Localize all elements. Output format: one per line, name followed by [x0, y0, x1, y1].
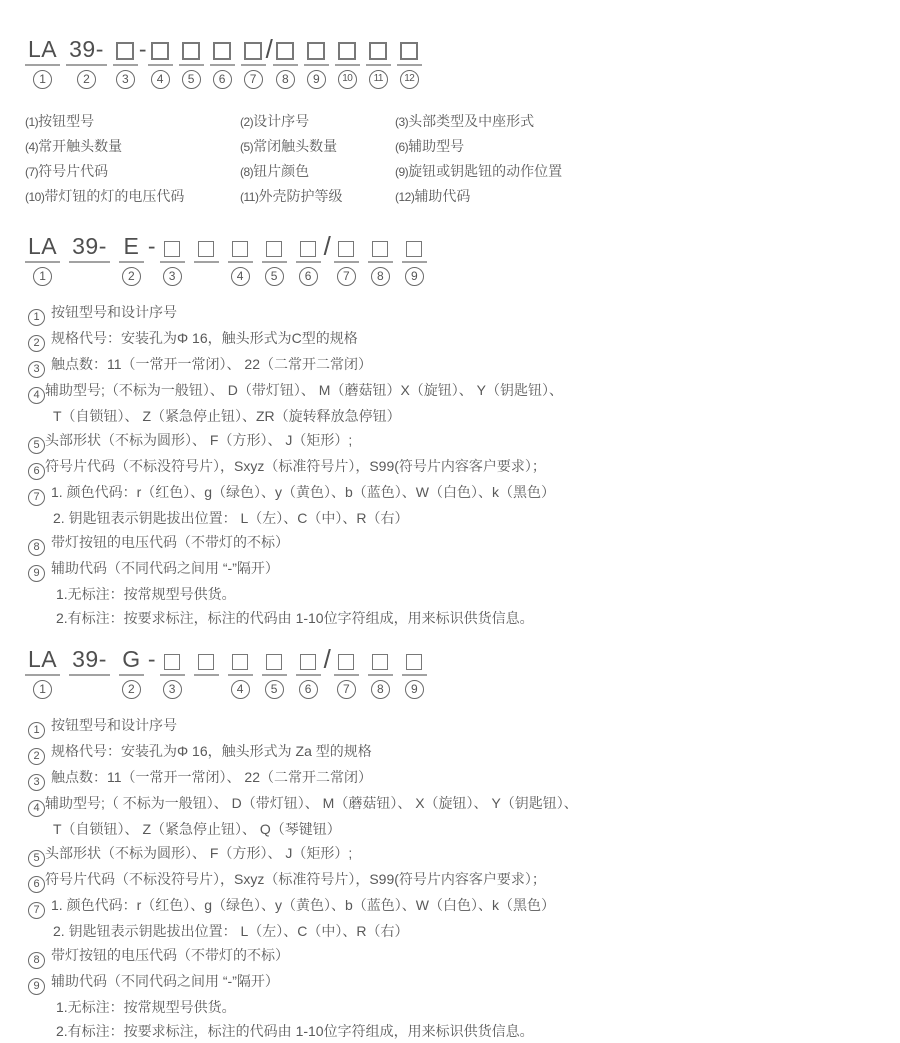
code-box-slot [300, 233, 316, 259]
code-text: G [122, 646, 141, 672]
code-unit [265, 646, 284, 699]
code-box [232, 241, 248, 257]
code-text: LA [28, 36, 58, 62]
spec-line [28, 428, 884, 454]
code-box-slot [338, 36, 356, 62]
circled-number: 2 [28, 335, 45, 352]
code-unit [213, 36, 232, 89]
code-underline [69, 261, 110, 263]
code-box-slot [372, 233, 388, 259]
circled-number: 9 [307, 70, 326, 89]
circled-number: 9 [405, 680, 424, 699]
code-underline [241, 64, 266, 66]
code-unit [72, 646, 107, 699]
spec-line [28, 919, 884, 943]
circled-number: 4 [231, 267, 250, 286]
legend-label: 设计序号 [253, 113, 310, 129]
spec-line-text: 1.无标注：按常规型号供货。 [56, 586, 236, 602]
code-underline [179, 64, 204, 66]
circled-number: 1 [28, 722, 45, 739]
code-unit [28, 646, 57, 699]
legend-number: (12) [395, 190, 415, 204]
legend-grid [25, 109, 884, 209]
code-text-slot [72, 646, 107, 672]
code-separator: - [147, 646, 156, 672]
circled-number: 3 [28, 361, 45, 378]
circled-number: 7 [337, 267, 356, 286]
code-underline [119, 674, 144, 676]
code-underline [194, 261, 219, 263]
code-box [400, 42, 418, 60]
spec-line-text: 2. 钥匙钮表示钥匙拔出位置： L（左）、C（中）、R（右） [53, 510, 409, 526]
legend-number: (1) [25, 115, 39, 129]
circled-number: 5 [265, 267, 284, 286]
code-box [116, 42, 134, 60]
code-box [182, 42, 200, 60]
spec-line-text: 2.有标注：按要求标注，标注的代码由 1-10位字符组成，用来标识供货信息。 [56, 610, 534, 626]
code-text: LA [28, 233, 58, 259]
code-underline [368, 674, 393, 676]
code-box [369, 42, 387, 60]
circled-number: 1 [33, 267, 52, 286]
code-box [406, 241, 422, 257]
code-text-slot [122, 646, 140, 672]
spec-line [28, 582, 884, 606]
circled-number: 2 [122, 267, 141, 286]
circled-number: 3 [116, 70, 135, 89]
spec-line-text: 符号片代码（不标没符号片），Sxyz（标准符号片），S99(符号片内容客户要求）； [45, 871, 546, 887]
spec-line-text: 1. 颜色代码：r（红色）、g（绿色）、y（黄色）、b（蓝色）、W（白色）、k（黑色） [51, 484, 556, 500]
circled-number: 8 [276, 70, 295, 89]
code-unit [338, 36, 357, 89]
spec-line-text: 辅助代码（不同代码之间用 “-”隔开） [51, 973, 279, 989]
code-unit [28, 233, 57, 286]
spec-line [28, 530, 884, 556]
legend-label: 带灯钮的灯的电压代码 [44, 188, 185, 204]
spec-line-text: 辅助代码（不同代码之间用 “-”隔开） [51, 560, 279, 576]
spec-line-text: 规格代号：安装孔为Φ 16，触头形式为C型的规格 [51, 330, 358, 346]
code-unit [197, 646, 216, 699]
legend-number: (7) [25, 165, 39, 179]
code-box [164, 241, 180, 257]
code-box [266, 241, 282, 257]
legend-number: (2) [240, 115, 254, 129]
code-text: 39- [69, 36, 104, 62]
code-box-slot [406, 233, 422, 259]
code-box-slot [400, 36, 418, 62]
legend-label: 钮片颜色 [253, 163, 310, 179]
code-box [372, 241, 388, 257]
spec-line [28, 480, 884, 506]
code-unit [400, 36, 419, 89]
model-code-section-G [28, 646, 884, 1043]
code-unit [116, 36, 135, 89]
spec-line [28, 378, 884, 404]
circled-number: 1 [33, 680, 52, 699]
code-unit [151, 36, 170, 89]
code-box-slot [338, 233, 354, 259]
code-box [213, 42, 231, 60]
code-unit [122, 233, 141, 286]
code-text: 39- [72, 233, 107, 259]
code-unit [371, 646, 390, 699]
code-unit [369, 36, 388, 89]
legend-item [25, 184, 240, 209]
code-box-slot [232, 646, 248, 672]
code-box [338, 241, 354, 257]
model-code-section-full [25, 34, 884, 209]
code-box [232, 654, 248, 670]
code-underline [113, 64, 138, 66]
circled-number: 4 [28, 387, 45, 404]
spec-line-text: 带灯按钮的电压代码（不带灯的不标） [51, 534, 289, 550]
code-box-slot [300, 646, 316, 672]
spec-line [28, 404, 884, 428]
code-box [198, 654, 214, 670]
circled-number: 11 [369, 70, 388, 89]
code-unit [299, 233, 318, 286]
legend-label: 旋钮或钥匙钮的动作位置 [408, 163, 563, 179]
code-box [338, 654, 354, 670]
spec-line [28, 454, 884, 480]
circled-number: 7 [337, 680, 356, 699]
spec-line-text: 2.有标注：按要求标注，标注的代码由 1-10位字符组成，用来标识供货信息。 [56, 1023, 534, 1039]
code-underline [66, 64, 107, 66]
circled-number: 6 [299, 680, 318, 699]
legend-item [240, 109, 395, 134]
spec-line [28, 606, 884, 630]
circled-number: 5 [265, 680, 284, 699]
legend-label: 常开触头数量 [38, 138, 123, 154]
code-unit [163, 646, 182, 699]
code-text: E [123, 233, 140, 259]
code-separator: / [323, 231, 331, 261]
code-box [300, 241, 316, 257]
circled-number: 6 [213, 70, 232, 89]
circled-number: 5 [182, 70, 201, 89]
spec-line-text: 头部形状（不标为圆形）、 F（方形）、 J（矩形）; [45, 845, 353, 861]
code-underline [228, 261, 253, 263]
code-underline [25, 261, 60, 263]
code-underline [25, 674, 60, 676]
circled-number: 7 [28, 489, 45, 506]
spec-line-text: 辅助型号;（不标为一般钮）、 D（带灯钮）、 M（蘑菇钮）X（旋钮）、 Y（钥匙钮）、 [45, 382, 564, 398]
spec-line-text: 头部形状（不标为圆形）、 F（方形）、 J（矩形）; [45, 432, 353, 448]
spec-line [28, 556, 884, 582]
legend-item [240, 159, 395, 184]
code-text-slot [28, 233, 57, 259]
code-box [266, 654, 282, 670]
code-unit [163, 233, 182, 286]
code-box-slot [182, 36, 200, 62]
code-box [372, 654, 388, 670]
code-underline [148, 64, 173, 66]
legend-item [25, 159, 240, 184]
legend-number: (10) [25, 190, 45, 204]
code-unit [265, 233, 284, 286]
circled-number: 4 [28, 800, 45, 817]
code-box [276, 42, 294, 60]
legend-number: (5) [240, 140, 254, 154]
code-underline [366, 64, 391, 66]
circled-number: 4 [151, 70, 170, 89]
code-box [164, 654, 180, 670]
code-box [300, 654, 316, 670]
code-underline [160, 674, 185, 676]
circled-number: 8 [371, 680, 390, 699]
code-underline [273, 64, 298, 66]
legend-label: 辅助代码 [414, 188, 471, 204]
model-code-row [28, 646, 884, 699]
code-box [338, 42, 356, 60]
circled-number: 9 [28, 978, 45, 995]
code-text-slot [69, 36, 104, 62]
code-underline [402, 261, 427, 263]
spec-line-text: 辅助型号;（ 不标为一般钮）、 D（带灯钮）、 M（蘑菇钮）、 X（旋钮）、 Y（钥匙钮）、 [45, 795, 578, 811]
code-underline [304, 64, 329, 66]
circled-number: 9 [405, 267, 424, 286]
spec-line-text: 触点数：11（一常开一常闭）、 22（二常开二常闭） [51, 356, 372, 372]
circled-number: 5 [28, 437, 45, 454]
code-box-slot [164, 233, 180, 259]
model-code-row [28, 233, 884, 286]
circled-number: 8 [28, 539, 45, 556]
code-underline [334, 674, 359, 676]
spec-line [28, 893, 884, 919]
circled-number: 6 [28, 876, 45, 893]
code-box [307, 42, 325, 60]
spec-line [28, 841, 884, 867]
legend-label: 符号片代码 [38, 163, 109, 179]
code-text-slot [72, 233, 107, 259]
legend-item [25, 109, 240, 134]
circled-number: 2 [122, 680, 141, 699]
spec-line [28, 943, 884, 969]
code-text: LA [28, 646, 58, 672]
code-box [406, 654, 422, 670]
circled-number: 4 [231, 680, 250, 699]
code-separator: - [138, 36, 147, 62]
spec-line [28, 765, 884, 791]
code-underline [334, 261, 359, 263]
spec-line-text: 1.无标注：按常规型号供货。 [56, 999, 236, 1015]
code-unit [337, 646, 356, 699]
code-unit [182, 36, 201, 89]
legend-item [395, 159, 884, 184]
code-separator: / [265, 34, 273, 64]
legend-number: (8) [240, 165, 254, 179]
legend-number: (9) [395, 165, 409, 179]
code-underline [368, 261, 393, 263]
circled-number: 3 [163, 680, 182, 699]
code-unit [371, 233, 390, 286]
code-box-slot [369, 36, 387, 62]
code-separator: / [323, 644, 331, 674]
legend-number: (6) [395, 140, 409, 154]
code-unit [231, 646, 250, 699]
legend-item [395, 134, 884, 159]
spec-lines [28, 300, 884, 630]
spec-line-text: T（自锁钮）、 Z（紧急停止钮）、 Q（琴键钮） [53, 821, 341, 837]
legend-number: (4) [25, 140, 39, 154]
code-box-slot [338, 646, 354, 672]
spec-line [28, 867, 884, 893]
legend-item [240, 134, 395, 159]
spec-line [28, 326, 884, 352]
code-unit [307, 36, 326, 89]
spec-line [28, 1019, 884, 1043]
circled-number: 2 [28, 748, 45, 765]
circled-number: 10 [338, 70, 357, 89]
spec-line-text: 按钮型号和设计序号 [51, 304, 177, 320]
circled-number: 3 [28, 774, 45, 791]
spec-line-text: 按钮型号和设计序号 [51, 717, 177, 733]
code-box-slot [266, 646, 282, 672]
code-unit [405, 646, 424, 699]
spec-line [28, 713, 884, 739]
spec-line-text: 2. 钥匙钮表示钥匙拔出位置： L（左）、C（中）、R（右） [53, 923, 409, 939]
circled-number: 5 [28, 850, 45, 867]
circled-number: 1 [33, 70, 52, 89]
code-unit [122, 646, 141, 699]
code-box-slot [307, 36, 325, 62]
code-box-slot [266, 233, 282, 259]
code-text: 39- [72, 646, 107, 672]
legend-label: 外壳防护等级 [258, 188, 343, 204]
code-box-slot [372, 646, 388, 672]
code-box-slot [198, 646, 214, 672]
spec-lines [28, 713, 884, 1043]
code-text-slot [28, 36, 57, 62]
circled-number: 6 [299, 267, 318, 286]
code-box-slot [244, 36, 262, 62]
circled-number: 2 [77, 70, 96, 89]
circled-number: 12 [400, 70, 419, 89]
legend-number: (3) [395, 115, 409, 129]
code-unit [28, 36, 57, 89]
code-underline [210, 64, 235, 66]
code-text-slot [123, 233, 139, 259]
code-unit [231, 233, 250, 286]
code-underline [402, 674, 427, 676]
code-underline [25, 64, 60, 66]
code-underline [296, 674, 321, 676]
spec-line-text: 1. 颜色代码：r（红色）、g（绿色）、y（黄色）、b（蓝色）、W（白色）、k（黑色） [51, 897, 556, 913]
legend-label: 辅助型号 [408, 138, 465, 154]
code-box-slot [232, 233, 248, 259]
circled-number: 3 [163, 267, 182, 286]
code-unit [72, 233, 107, 286]
legend-item [240, 184, 395, 209]
spec-line [28, 352, 884, 378]
circled-number: 8 [371, 267, 390, 286]
spec-line-text: T（自锁钮）、 Z（紧急停止钮）、ZR（旋转释放急停钮） [53, 408, 401, 424]
code-box-slot [164, 646, 180, 672]
code-underline [160, 261, 185, 263]
code-unit [69, 36, 104, 89]
code-unit [405, 233, 424, 286]
circled-number: 9 [28, 565, 45, 582]
code-separator: - [147, 233, 156, 259]
circled-number: 8 [28, 952, 45, 969]
code-box [151, 42, 169, 60]
legend-item [395, 109, 884, 134]
legend-item [395, 184, 884, 209]
spec-line [28, 506, 884, 530]
code-box [244, 42, 262, 60]
legend-item [25, 134, 240, 159]
circled-number: 7 [244, 70, 263, 89]
spec-line-text: 符号片代码（不标没符号片），Sxyz（标准符号片），S99(符号片内容客户要求）； [45, 458, 546, 474]
spec-line [28, 969, 884, 995]
code-box-slot [276, 36, 294, 62]
spec-line [28, 817, 884, 841]
code-underline [194, 674, 219, 676]
code-unit [244, 36, 263, 89]
circled-number: 1 [28, 309, 45, 326]
code-underline [262, 261, 287, 263]
model-code-row [28, 36, 884, 89]
code-box-slot [151, 36, 169, 62]
code-underline [296, 261, 321, 263]
legend-label: 常闭触头数量 [253, 138, 338, 154]
legend-label: 按钮型号 [38, 113, 95, 129]
code-unit [276, 36, 295, 89]
code-text-slot [28, 646, 57, 672]
code-underline [335, 64, 360, 66]
code-underline [69, 674, 110, 676]
model-code-section-E [28, 233, 884, 630]
spec-line-text: 触点数：11（一常开一常闭）、 22（二常开二常闭） [51, 769, 372, 785]
code-underline [228, 674, 253, 676]
code-underline [262, 674, 287, 676]
code-box [198, 241, 214, 257]
code-unit [337, 233, 356, 286]
spec-line [28, 995, 884, 1019]
code-underline [397, 64, 422, 66]
spec-line [28, 300, 884, 326]
code-underline [119, 261, 144, 263]
code-box-slot [213, 36, 231, 62]
code-box-slot [198, 233, 214, 259]
circled-number: 6 [28, 463, 45, 480]
spec-line-text: 规格代号：安装孔为Φ 16，触头形式为 Za 型的规格 [51, 743, 372, 759]
legend-label: 头部类型及中座形式 [408, 113, 535, 129]
circled-number: 7 [28, 902, 45, 919]
code-unit [197, 233, 216, 286]
legend-number: (11) [240, 190, 259, 204]
code-unit [299, 646, 318, 699]
code-box-slot [116, 36, 134, 62]
code-box-slot [406, 646, 422, 672]
spec-line-text: 带灯按钮的电压代码（不带灯的不标） [51, 947, 289, 963]
spec-line [28, 791, 884, 817]
spec-line [28, 739, 884, 765]
